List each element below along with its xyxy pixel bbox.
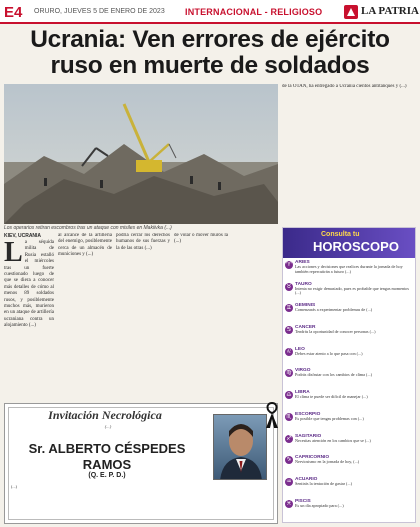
sign-name: CAPRICORNIO: [295, 455, 330, 461]
article-col4-text: de volar o mover muros la (...): [174, 233, 228, 245]
sign-name: LIBRA: [295, 390, 310, 396]
horoscope-box: [282, 227, 416, 523]
sign-text: Las acciones y decisiones que realices durante la jornada de hoy también repercutirán a futuro (...): [295, 264, 403, 274]
article-headline: [6, 27, 414, 79]
page-header: [0, 0, 420, 24]
horoscope-sign-piscis: [285, 499, 415, 521]
horoscope-sign-tauro: [285, 282, 415, 304]
horoscope-list: [285, 260, 415, 520]
sign-name: LEO: [295, 346, 305, 352]
horoscope-title: HOROSCOPO: [313, 239, 399, 254]
obituary-intro: (...): [104, 424, 112, 429]
sign-text: Tendrás la oportunidad de conocer personas (...): [295, 329, 376, 335]
sign-name: PISCIS: [295, 498, 311, 504]
obituary-rip: (Q. E. P. D.): [88, 472, 126, 479]
article-col1-text: a séquida milita de Rusia estalló el miércoles tras un fuerte cuestionado luego de que se diera a conocer más detalles de cómo al menos 89 soldados rusos, y posiblemente muchos más, murieron en un ataque de artillería ucraniana contra un alojamiento (...): [4, 240, 54, 329]
headline-line-1: Ucrania: Ven errores de ejército: [30, 26, 390, 53]
article-col2-text: al alcance de la artillería del enemigo, posiblemente cerca de un almacén de municiones y (...): [58, 233, 112, 258]
logo-text: LA PATRIA: [361, 5, 419, 17]
zodiac-icon: ♊: [286, 304, 292, 312]
page-number: E4: [4, 4, 23, 21]
zodiac-icon: ♎: [286, 391, 292, 399]
issue-date: ORURO, JUEVES 5 DE ENERO DE 2023: [34, 8, 165, 15]
zodiac-icon: ♍: [286, 369, 292, 377]
zodiac-icon: ♏: [286, 412, 292, 420]
obituary-name-line-1: Sr. ALBERTO CÉSPEDES: [28, 441, 186, 456]
sign-text: Es un día apropiado para (...): [295, 502, 344, 508]
article-photo: [4, 84, 278, 224]
sign-text: Comenzarás a experimentar problemas de (...): [295, 307, 373, 313]
article-column-2: [58, 233, 112, 399]
obituary-portrait: [213, 414, 267, 480]
newspaper-logo[interactable]: [344, 4, 419, 20]
horoscope-sign-leo: [285, 347, 415, 369]
logo-mark-icon: [344, 5, 358, 19]
horoscope-sign-escorpio: [285, 412, 415, 434]
sign-name: CÁNCER: [295, 325, 316, 331]
horoscope-title-small: Consulta tu: [321, 231, 360, 238]
horoscope-header: [283, 228, 416, 258]
sign-name: ARIES: [295, 260, 310, 265]
horoscope-sign-gminis: [285, 303, 415, 325]
article-col3-text: podría cerrar los derechos humanos de sus fuerzas y la de las otras (...): [116, 233, 170, 251]
article-dropcap: L: [4, 237, 23, 268]
horoscope-sign-sagitario: [285, 434, 415, 456]
zodiac-icon: ♈: [286, 261, 292, 268]
horoscope-sign-libra: [285, 390, 415, 412]
section-label: INTERNACIONAL - RELIGIOSO: [185, 7, 323, 17]
sign-name: ESCORPIO: [295, 411, 321, 417]
article-column-3: [116, 233, 170, 399]
sign-text: El clima te puede ser difícil de manejar (...): [295, 394, 368, 400]
obituary-notice: [4, 403, 278, 524]
headline-line-2: ruso en muerte de soldados: [50, 52, 370, 79]
rubble-photo-image: [4, 84, 278, 224]
portrait-image: [214, 415, 267, 480]
mourning-ribbon-icon: [263, 401, 281, 429]
horoscope-sign-virgo: [285, 368, 415, 390]
zodiac-icon: ♐: [286, 434, 292, 442]
horoscope-sign-capricornio: [285, 455, 415, 477]
sign-name: VIRGO: [295, 368, 311, 374]
article-column-1: [4, 233, 54, 399]
sign-name: ACUARIO: [295, 476, 318, 482]
sign-name: TAURO: [295, 281, 312, 287]
photo-caption: Los operarios retiran escombros tras un ataque con misiles en Makiivka (...): [4, 225, 172, 231]
obituary-mourners: (...): [11, 484, 17, 489]
sign-name: SAGITARIO: [295, 433, 322, 439]
zodiac-icon: ♉: [286, 282, 292, 290]
zodiac-icon: ♋: [286, 326, 292, 334]
sign-text: Nerviosismo en la jornada de hoy, (...): [295, 459, 360, 465]
sign-text: Sentirás la tentación de gastar (...): [295, 480, 352, 486]
obituary-title: Invitación Necrológica: [48, 408, 162, 422]
article-byline: KIEV, UCRANIA: [4, 233, 42, 239]
zodiac-icon: ♒: [286, 477, 292, 485]
horoscope-sign-cncer: [285, 325, 415, 347]
zodiac-icon: ♑: [286, 456, 292, 464]
zodiac-icon: ♓: [286, 499, 292, 507]
sign-name: GÉMINIS: [295, 303, 316, 309]
sign-text: Podrás disfrutar con los cambios de clima (...): [295, 372, 372, 378]
sign-text: Debes estar atento a lo que pasa con (...): [295, 350, 363, 356]
sign-text: Intenta no exigir demasiado, pues es probable que tengas momentos (...): [295, 285, 409, 296]
zodiac-icon: ♌: [286, 347, 292, 355]
horoscope-sign-acuario: [285, 477, 415, 499]
horoscope-sign-aries: [285, 260, 415, 282]
article-column-5: [282, 84, 416, 224]
article-col5-text: de la OTAN, ha entregado a Ucrania cientos antitanques y (...): [282, 84, 407, 89]
article-column-4: [174, 233, 228, 399]
sign-text: Necesitas atención en los cambios que se (...): [295, 437, 371, 443]
sign-text: Es posible que tengas problemas con (...): [295, 415, 364, 421]
obituary-name-line-2: RAMOS: [82, 457, 132, 472]
